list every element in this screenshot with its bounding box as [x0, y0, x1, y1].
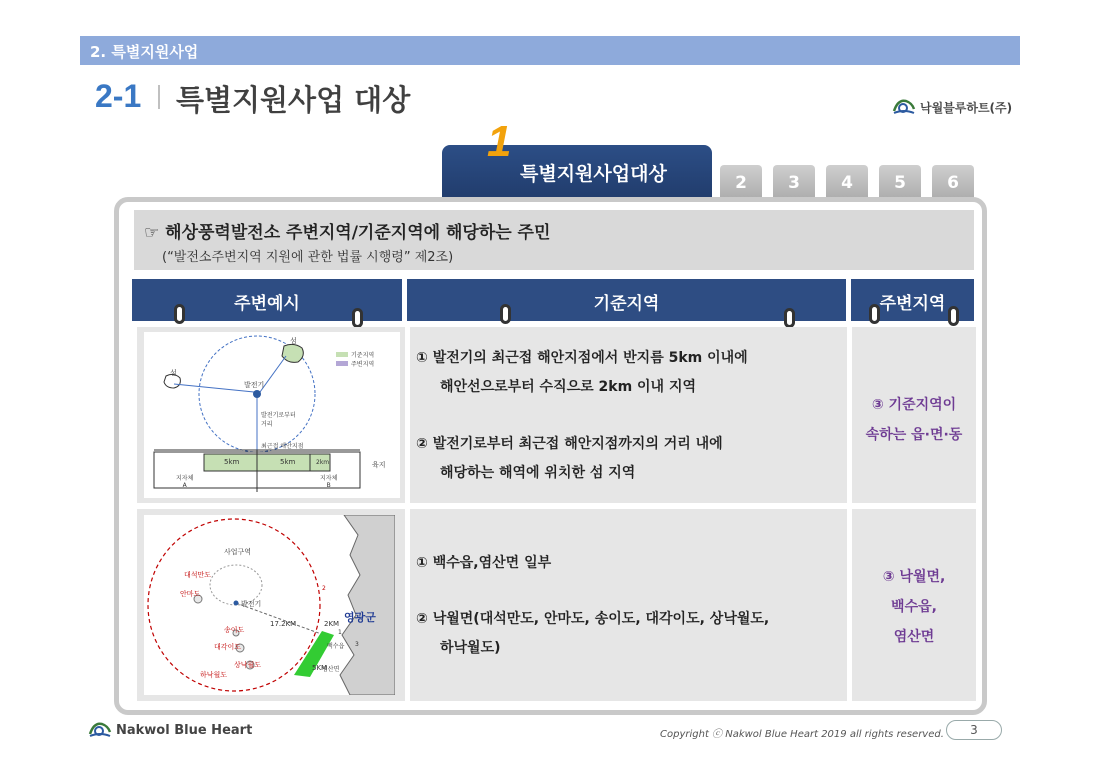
distance-label: 2KM	[324, 620, 340, 628]
island-label: 섬	[290, 337, 297, 345]
binder-ring	[174, 304, 185, 324]
tab-3[interactable]: 3	[773, 165, 815, 203]
headline-sub: (“발전소주변지역 지원에 관한 법률 시행령” 제2조)	[162, 250, 454, 265]
binder-ring	[500, 304, 511, 324]
row2-map	[144, 515, 395, 695]
map-marker-3: 3	[355, 641, 359, 648]
company-name-top: 낙월블루하트(주)	[920, 100, 1013, 115]
km-label: 5km	[224, 458, 240, 466]
distance-label: 거리	[261, 421, 273, 428]
generator-label: 발전기	[241, 600, 262, 608]
legend-peripheral: 주변지역	[351, 361, 375, 368]
row1-peripheral-text: ③ 기준지역이 속하는 읍·면·동	[865, 397, 963, 443]
footer-brand: Nakwol Blue Heart	[116, 722, 253, 738]
land-label: 육지	[372, 461, 386, 469]
row1-diagram	[144, 332, 400, 498]
km-label: 5km	[280, 458, 296, 466]
row1-standard-item-1: ① 발전기의 최근접 해안지점에서 반지름 5km 이내에 해안선으로부터 수직으로 2km 이내 지역	[416, 350, 748, 395]
legend-standard: 기준지역	[351, 352, 375, 359]
tab-4[interactable]: 4	[826, 165, 868, 203]
map-marker-1: 1	[338, 629, 342, 636]
page-title: 특별지원사업 대상	[176, 83, 411, 117]
nearest-coast-label: 최근접 해안지점	[261, 443, 304, 450]
island-label: 안마도	[180, 590, 201, 598]
company-logo-icon	[892, 97, 916, 117]
footer-logo	[88, 720, 252, 740]
binder-ring	[869, 304, 880, 324]
tab-5[interactable]: 5	[879, 165, 921, 203]
county-label: 영광군	[344, 611, 376, 624]
tab-special-support-target[interactable]: 특별지원사업대상	[442, 145, 712, 200]
page-title-number: 2-1	[95, 78, 142, 114]
island-label: 대석만도	[184, 571, 212, 579]
distance-label: 17.2KM	[270, 620, 297, 628]
tab-2[interactable]: 2	[720, 165, 762, 203]
island-label: 송이도	[224, 626, 245, 634]
generator-label: 발전기	[244, 381, 265, 389]
copyright-text: Copyright ⓒ Nakwol Blue Heart 2019 all rights reserved.	[660, 729, 944, 740]
island-label: 상낙월도	[234, 661, 262, 669]
binder-ring	[352, 308, 363, 328]
distance-label: 발전기로부터	[261, 412, 296, 419]
headline-box	[134, 210, 974, 270]
row2-standard-item-2: ② 낙월면(대석만도, 안마도, 송이도, 대각이도, 상낙월도, 하낙월도)	[416, 611, 770, 656]
title-divider	[158, 85, 160, 109]
row2-peripheral-text: ③ 낙월면, 백수읍, 염산면	[882, 569, 946, 645]
distance-label: 5KM	[312, 664, 328, 672]
island-label: 섬	[170, 369, 177, 377]
footer-logo-icon	[88, 720, 112, 740]
tab-6[interactable]: 6	[932, 165, 974, 203]
km-label: 2km	[316, 459, 330, 466]
page-number: 3	[946, 720, 1002, 740]
island-label: 대각이도	[214, 643, 242, 651]
company-logo-top	[892, 97, 1012, 117]
map-marker-2: 2	[322, 585, 326, 592]
local-b-label: 지자체 B	[320, 475, 338, 489]
active-tab-number: 1	[487, 117, 512, 166]
local-a-label: 지자체 A	[176, 475, 194, 489]
binder-ring	[784, 308, 795, 328]
column-header-standard: 기준지역	[407, 279, 846, 321]
site-map-graphic	[144, 515, 395, 695]
baeksu-label: 백수읍	[327, 643, 345, 650]
project-area-label: 사업구역	[224, 548, 252, 556]
section-bar: 2. 특별지원사업	[80, 36, 1020, 65]
binder-ring	[948, 306, 959, 326]
yeomsan-label: 염산면	[322, 666, 340, 673]
row2-standard-item-1: ① 백수읍,염산면 일부	[416, 555, 552, 571]
column-header-peripheral: 주변지역	[851, 279, 974, 321]
headline-main: ☞ 해상풍력발전소 주변지역/기준지역에 해당하는 주민	[144, 223, 551, 243]
island-label: 하낙월도	[200, 671, 228, 679]
row1-standard-item-2: ② 발전기로부터 최근접 해안지점까지의 거리 내에 해당하는 해역에 위치한 섬 지역	[416, 436, 723, 481]
column-header-example: 주변예시	[132, 279, 402, 321]
